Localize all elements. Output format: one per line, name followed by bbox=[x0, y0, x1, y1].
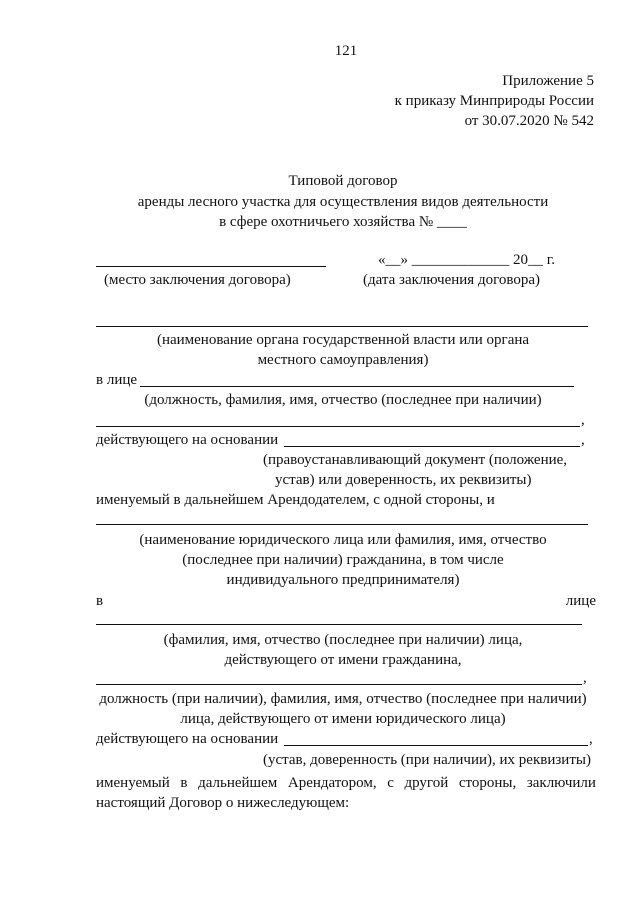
doc-caption-1: (правоустанавливающий документ (положение, bbox=[263, 452, 568, 468]
acting-basis-label-1: действующего на основании bbox=[96, 432, 279, 448]
entity-caption-1: (наименование юридического лица или фамилия, имя, отчество bbox=[139, 532, 547, 548]
comma-4: , bbox=[589, 731, 593, 747]
lessee-word: стороны, bbox=[458, 775, 517, 791]
comma-1: , bbox=[581, 412, 585, 428]
lessor-text: именуемый в дальнейшем Арендодателем, с одной стороны, и bbox=[96, 492, 495, 508]
doc-caption-2: устав) или доверенность, их реквизиты) bbox=[275, 472, 532, 488]
date-line: «__» _____________ 20__ г. bbox=[378, 252, 555, 268]
lessee-word: дальнейшем bbox=[198, 775, 278, 791]
acting-basis-label-2: действующего на основании bbox=[96, 731, 279, 747]
appendix-line-2: к приказу Минприроды России bbox=[394, 93, 594, 109]
comma-3: , bbox=[583, 670, 587, 686]
entity-caption-3: индивидуального предпринимателя) bbox=[226, 572, 460, 588]
fio-line bbox=[96, 624, 582, 625]
place-caption: (место заключения договора) bbox=[104, 272, 291, 288]
lessee-word: заключили bbox=[526, 775, 596, 791]
in-person-label: в лице bbox=[96, 372, 138, 388]
title-line-3: в сфере охотничьего хозяйства № ____ bbox=[219, 214, 467, 230]
charter-caption: (устав, доверенность (при наличии), их реквизиты) bbox=[263, 752, 591, 768]
entity-caption-2: (последнее при наличии) гражданина, в том числе bbox=[182, 552, 504, 568]
position-fio-caption: (должность, фамилия, имя, отчество (последнее при наличии) bbox=[144, 392, 542, 408]
entity-line bbox=[96, 524, 588, 525]
continuation-line-1 bbox=[96, 426, 580, 427]
acting-basis-line-1 bbox=[284, 446, 580, 447]
authority-caption-1: (наименование органа государственной власти или органа bbox=[156, 332, 530, 348]
litse-label: лице bbox=[565, 593, 596, 609]
date-caption: (дата заключения договора) bbox=[363, 272, 540, 288]
lessee-word: с bbox=[387, 775, 394, 791]
authority-caption-2: местного самоуправления) bbox=[257, 352, 429, 368]
position-caption-1: должность (при наличии), фамилия, имя, отчество (последнее при наличии) bbox=[99, 691, 587, 707]
lessee-line bbox=[96, 776, 596, 791]
lessee-word: именуемый bbox=[96, 775, 170, 791]
lessee-word: другой bbox=[404, 775, 449, 791]
appendix-line-3: от 30.07.2020 № 542 bbox=[464, 113, 594, 129]
fio-caption-1: (фамилия, имя, отчество (последнее при наличии) лица, bbox=[163, 632, 523, 648]
place-line bbox=[96, 266, 326, 267]
appendix-line-1: Приложение 5 bbox=[502, 73, 594, 89]
v-label: в bbox=[96, 593, 104, 609]
acting-basis-line-2 bbox=[284, 745, 588, 746]
page-number: 121 bbox=[334, 43, 358, 59]
position-caption-2: лица, действующего от имени юридического лица) bbox=[180, 711, 506, 727]
final-text: настоящий Договор о нижеследующем: bbox=[96, 795, 350, 811]
title-line-2: аренды лесного участка для осуществления видов деятельности bbox=[137, 194, 549, 210]
lessee-word: Арендатором, bbox=[287, 775, 377, 791]
title-line-1: Типовой договор bbox=[288, 173, 398, 189]
fio-caption-2: действующего от имени гражданина, bbox=[224, 652, 462, 668]
comma-2: , bbox=[581, 432, 585, 448]
lessee-word: в bbox=[180, 775, 188, 791]
authority-line bbox=[96, 326, 588, 327]
in-person-line bbox=[140, 386, 574, 387]
continuation-line-2 bbox=[96, 684, 582, 685]
